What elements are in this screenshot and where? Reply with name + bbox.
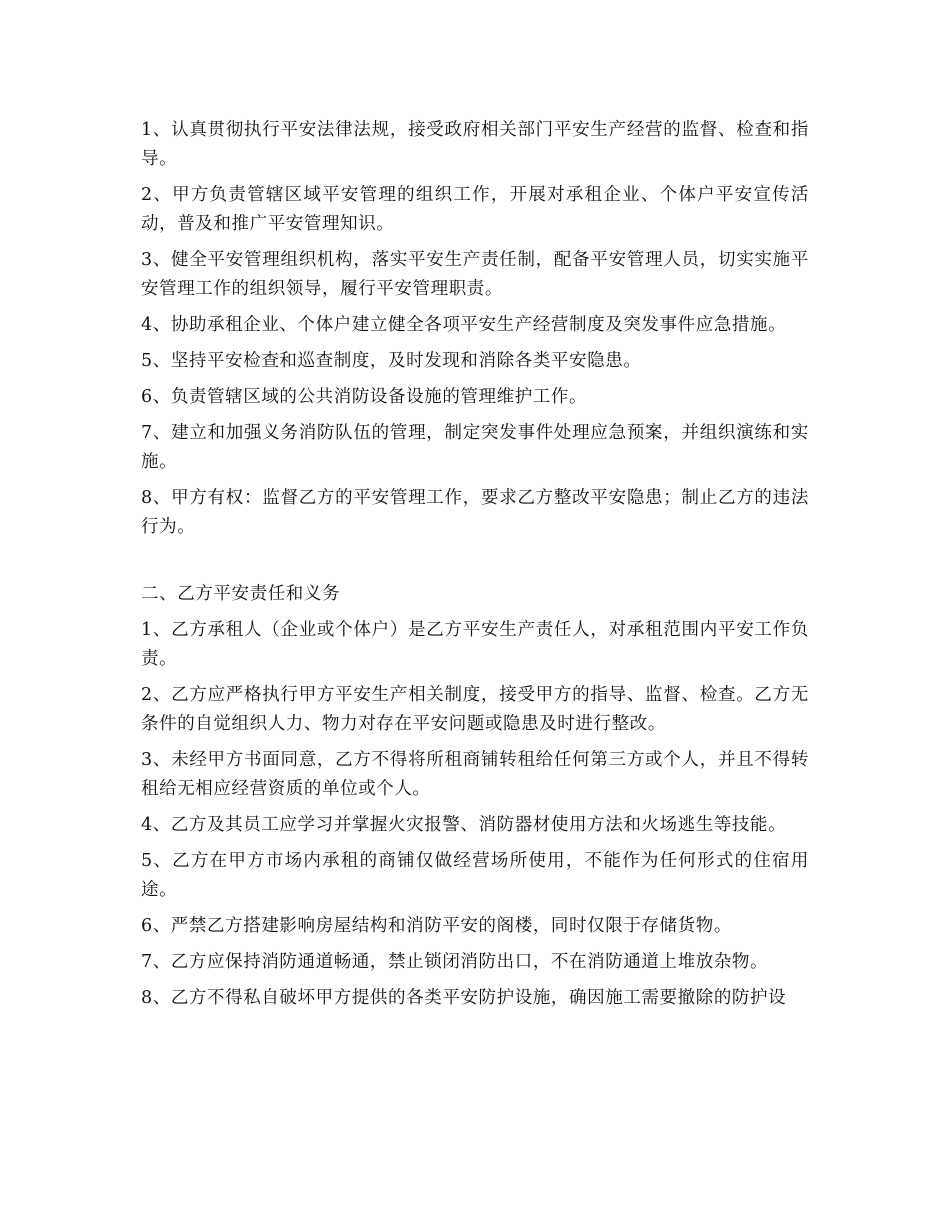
section-a-item-4: 4、协助承租企业、个体户建立健全各项平安生产经营制度及突发事件应急措施。 bbox=[141, 315, 787, 335]
section-b-heading: 二、乙方平安责任和义务 bbox=[141, 584, 341, 604]
section-a-item-7: 7、建立和加强义务消防队伍的管理，制定突发事件处理应急预案，并组织演练和实施。 bbox=[141, 423, 809, 472]
section-b-item-8: 8、乙方不得私自破坏甲方提供的各类平安防护设施，确因施工需要撤除的防护设 bbox=[141, 988, 787, 1008]
section-a-item-2: 2、甲方负责管辖区域平安管理的组织工作，开展对承租企业、个体户平安宣传活动，普及和推广平安管理知识。 bbox=[141, 185, 809, 234]
section-b-item-6: 6、严禁乙方搭建影响房屋结构和消防平安的阁楼，同时仅限于存储货物。 bbox=[141, 916, 732, 936]
section-b-item-3: 3、未经甲方书面同意，乙方不得将所租商铺转租给任何第三方或个人，并且不得转租给无相应经营资质的单位或个人。 bbox=[141, 750, 809, 799]
section-b-item-2: 2、乙方应严格执行甲方平安生产相关制度，接受甲方的指导、监督、检查。乙方无条件的自觉组织人力、物力对存在平安问题或隐患及时进行整改。 bbox=[141, 685, 809, 734]
section-a-item-1: 1、认真贯彻执行平安法律法规，接受政府相关部门平安生产经营的监督、检查和指导。 bbox=[141, 120, 809, 169]
section-b-item-1: 1、乙方承租人（企业或个体户）是乙方平安生产责任人，对承租范围内平安工作负责。 bbox=[141, 620, 809, 669]
section-b-item-7: 7、乙方应保持消防通道畅通，禁止锁闭消防出口，不在消防通道上堆放杂物。 bbox=[141, 952, 769, 972]
section-a-item-3: 3、健全平安管理组织机构，落实平安生产责任制，配备平安管理人员，切实实施平安管理工作的组织领导，履行平安管理职责。 bbox=[141, 250, 809, 299]
section-a-item-6: 6、负责管辖区域的公共消防设备设施的管理维护工作。 bbox=[141, 387, 588, 407]
section-a bbox=[141, 116, 809, 542]
section-a-item-8: 8、甲方有权：监督乙方的平安管理工作，要求乙方整改平安隐患；制止乙方的违法行为。 bbox=[141, 488, 809, 537]
section-b-item-5: 5、乙方在甲方市场内承租的商铺仅做经营场所使用，不能作为任何形式的住宿用途。 bbox=[141, 851, 809, 900]
document-page bbox=[141, 116, 809, 1020]
section-a-item-5: 5、坚持平安检查和巡查制度，及时发现和消除各类平安隐患。 bbox=[141, 351, 642, 371]
section-b bbox=[141, 616, 809, 1013]
section-b-item-4: 4、乙方及其员工应学习并掌握火灾报警、消防器材使用方法和火场逃生等技能。 bbox=[141, 815, 787, 835]
